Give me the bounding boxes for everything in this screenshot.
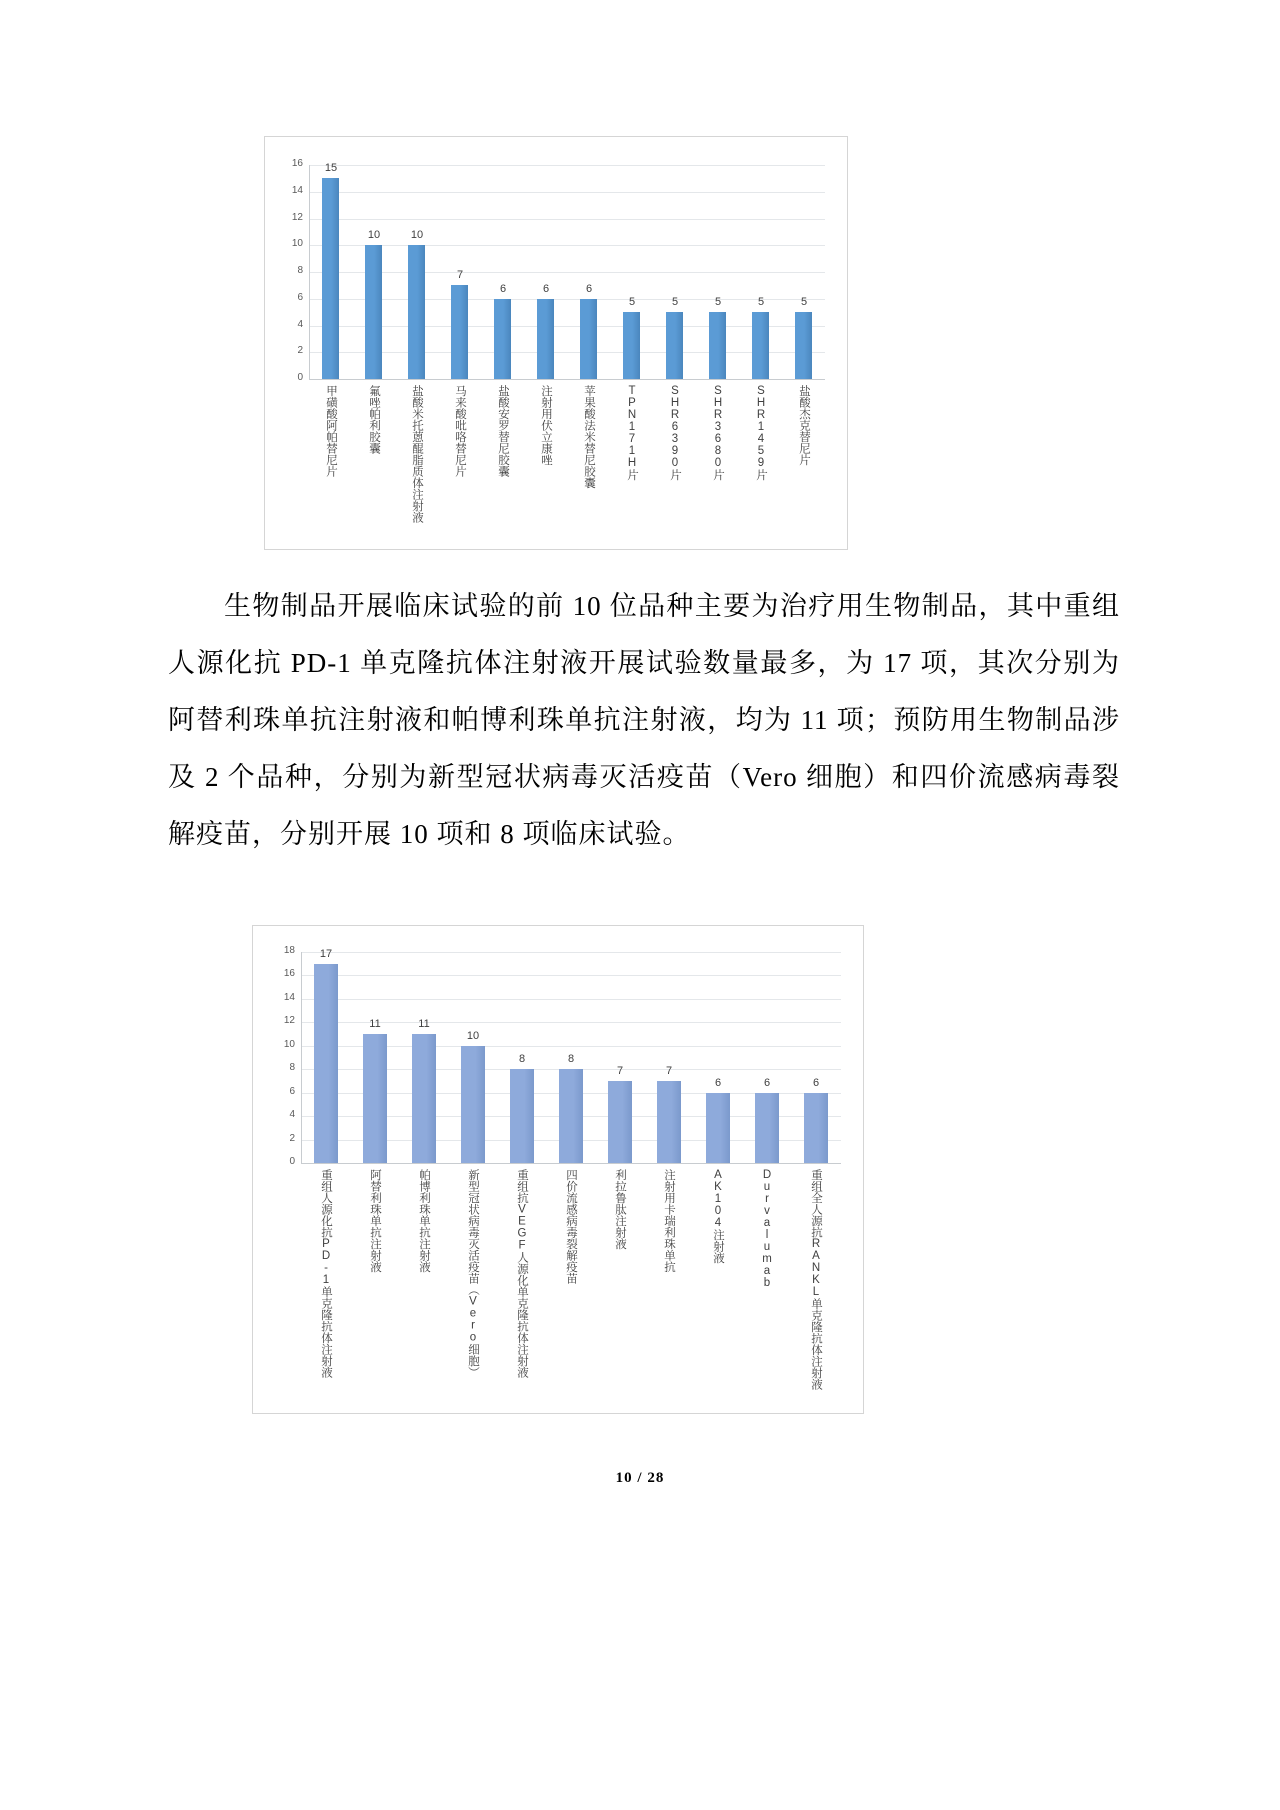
gridline <box>309 245 825 246</box>
bar <box>666 312 683 379</box>
bar <box>510 1069 534 1163</box>
x-axis-category-label: 利拉鲁肽注射液 <box>614 1169 626 1250</box>
x-axis-category-label: 氟唑帕利胶囊 <box>368 385 380 454</box>
x-axis-category-label: SHR6390片 <box>669 385 681 481</box>
y-axis-tick-label: 6 <box>297 292 303 303</box>
bar <box>314 964 338 1163</box>
gridline <box>309 326 825 327</box>
x-axis-category-label: 重组全人源抗RANKL单克隆抗体注射液 <box>810 1169 822 1390</box>
gridline <box>301 999 841 1000</box>
bar-value-label: 8 <box>567 1053 575 1065</box>
bar-value-label: 11 <box>369 1018 381 1030</box>
y-axis-line <box>301 952 302 1163</box>
bar-value-label: 5 <box>628 296 636 308</box>
bar <box>657 1081 681 1163</box>
y-axis-line <box>309 165 310 379</box>
x-axis-category-label: 盐酸米托蒽醌脂质体注射液 <box>411 385 423 523</box>
bar <box>580 299 597 379</box>
bar-value-label: 6 <box>812 1077 820 1089</box>
gridline <box>309 219 825 220</box>
gridline <box>309 192 825 193</box>
x-axis-category-label: AK104注射液 <box>712 1169 724 1264</box>
bar-value-label: 10 <box>466 1030 480 1042</box>
y-axis-tick-label: 6 <box>289 1086 295 1097</box>
bar <box>451 285 468 379</box>
bar-value-label: 6 <box>542 283 550 295</box>
gridline <box>309 165 825 166</box>
bar-value-label: 10 <box>367 229 381 241</box>
bar <box>494 299 511 379</box>
bar-value-label: 5 <box>757 296 765 308</box>
bar-value-label: 7 <box>456 269 464 281</box>
bar <box>537 299 554 379</box>
y-axis-tick-label: 2 <box>289 1133 295 1144</box>
body-paragraph: 生物制品开展临床试验的前 10 位品种主要为治疗用生物制品，其中重组人源化抗 PD-1 单克隆抗体注射液开展试验数量最多，为 17 项，其次分别为阿替利珠单抗注射液和帕博利珠单抗注射液，均为 11 项；预防用生物制品涉及 2 个品种，分别为新型冠状病毒灭活疫苗（Vero 细胞）和四价流感病毒裂解疫苗，分别开展 10 项和 8 项临床试验。 <box>168 591 1120 849</box>
x-axis-category-label: 重组人源化抗PD-1单克隆抗体注射液 <box>320 1169 332 1378</box>
x-axis-category-label: 注射用卡瑞利珠单抗 <box>663 1169 675 1273</box>
y-axis-tick-label: 8 <box>289 1062 295 1073</box>
bar-value-label: 7 <box>616 1065 624 1077</box>
bar-value-label: 8 <box>518 1053 526 1065</box>
bar <box>461 1046 485 1163</box>
page-number: 10 / 28 <box>615 1470 665 1486</box>
bar <box>709 312 726 379</box>
bar <box>408 245 425 379</box>
bar <box>322 178 339 379</box>
x-axis-category-label: 注射用伏立康唑 <box>540 385 552 466</box>
x-axis-category-label: 马来酸吡咯替尼片 <box>454 385 466 477</box>
bar-value-label: 6 <box>585 283 593 295</box>
bar <box>363 1034 387 1163</box>
x-axis-category-label: 苹果酸法米替尼胶囊 <box>583 385 595 489</box>
y-axis-tick-label: 10 <box>283 1039 295 1050</box>
x-axis-category-label: 盐酸安罗替尼胶囊 <box>497 385 509 477</box>
y-axis-tick-label: 0 <box>289 1156 295 1167</box>
bar-value-label: 15 <box>324 162 338 174</box>
bar <box>752 312 769 379</box>
y-axis-tick-label: 14 <box>283 992 295 1003</box>
x-axis-category-label: 帕博利珠单抗注射液 <box>418 1169 430 1273</box>
x-axis-category-label: 甲磺酸阿帕替尼片 <box>325 385 337 477</box>
bar <box>755 1093 779 1163</box>
chart-top-drug-varieties <box>264 136 848 550</box>
bar <box>365 245 382 379</box>
bar-value-label: 6 <box>763 1077 771 1089</box>
bar-value-label: 5 <box>714 296 722 308</box>
bar <box>559 1069 583 1163</box>
y-axis-tick-label: 12 <box>283 1015 295 1026</box>
x-axis-category-label: 重组抗VEGF人源化单克隆抗体注射液 <box>516 1169 528 1378</box>
bar-value-label: 5 <box>671 296 679 308</box>
gridline <box>301 975 841 976</box>
gridline <box>309 352 825 353</box>
bar-value-label: 10 <box>410 229 424 241</box>
bar-value-label: 17 <box>319 948 333 960</box>
y-axis-tick-label: 16 <box>283 968 295 979</box>
bar <box>795 312 812 379</box>
x-axis-category-label: 阿替利珠单抗注射液 <box>369 1169 381 1273</box>
bar <box>623 312 640 379</box>
y-axis-tick-label: 0 <box>297 372 303 383</box>
y-axis-tick-label: 14 <box>291 185 303 196</box>
x-axis-category-label: 新型冠状病毒灭活疫苗（Vero细胞） <box>467 1169 479 1378</box>
y-axis-tick-label: 10 <box>291 238 303 249</box>
x-axis-category-label: 盐酸杰克替尼片 <box>798 385 810 466</box>
bar <box>608 1081 632 1163</box>
x-axis-category-label: Durvalumab <box>761 1169 773 1289</box>
bar-value-label: 6 <box>714 1077 722 1089</box>
bar-value-label: 7 <box>665 1065 673 1077</box>
y-axis-tick-label: 12 <box>291 212 303 223</box>
gridline <box>309 272 825 273</box>
y-axis-tick-label: 4 <box>289 1109 295 1120</box>
bar-value-label: 5 <box>800 296 808 308</box>
x-axis-line <box>309 379 825 380</box>
bar <box>412 1034 436 1163</box>
x-axis-category-label: SHR1459片 <box>755 385 767 481</box>
y-axis-tick-label: 2 <box>297 345 303 356</box>
bar <box>706 1093 730 1163</box>
y-axis-tick-label: 16 <box>291 158 303 169</box>
x-axis-category-label: TPN171H片 <box>626 385 638 481</box>
y-axis-tick-label: 4 <box>297 319 303 330</box>
x-axis-category-label: 四价流感病毒裂解疫苗 <box>565 1169 577 1284</box>
chart-plot-area <box>265 137 847 549</box>
x-axis-category-label: SHR3680片 <box>712 385 724 481</box>
x-axis-line <box>301 1163 841 1164</box>
gridline <box>301 952 841 953</box>
y-axis-tick-label: 8 <box>297 265 303 276</box>
chart-plot-area <box>253 926 863 1413</box>
bar <box>804 1093 828 1163</box>
bar-value-label: 6 <box>499 283 507 295</box>
y-axis-tick-label: 18 <box>283 945 295 956</box>
bar-value-label: 11 <box>418 1018 430 1030</box>
chart-top-biologics-varieties <box>252 925 864 1414</box>
